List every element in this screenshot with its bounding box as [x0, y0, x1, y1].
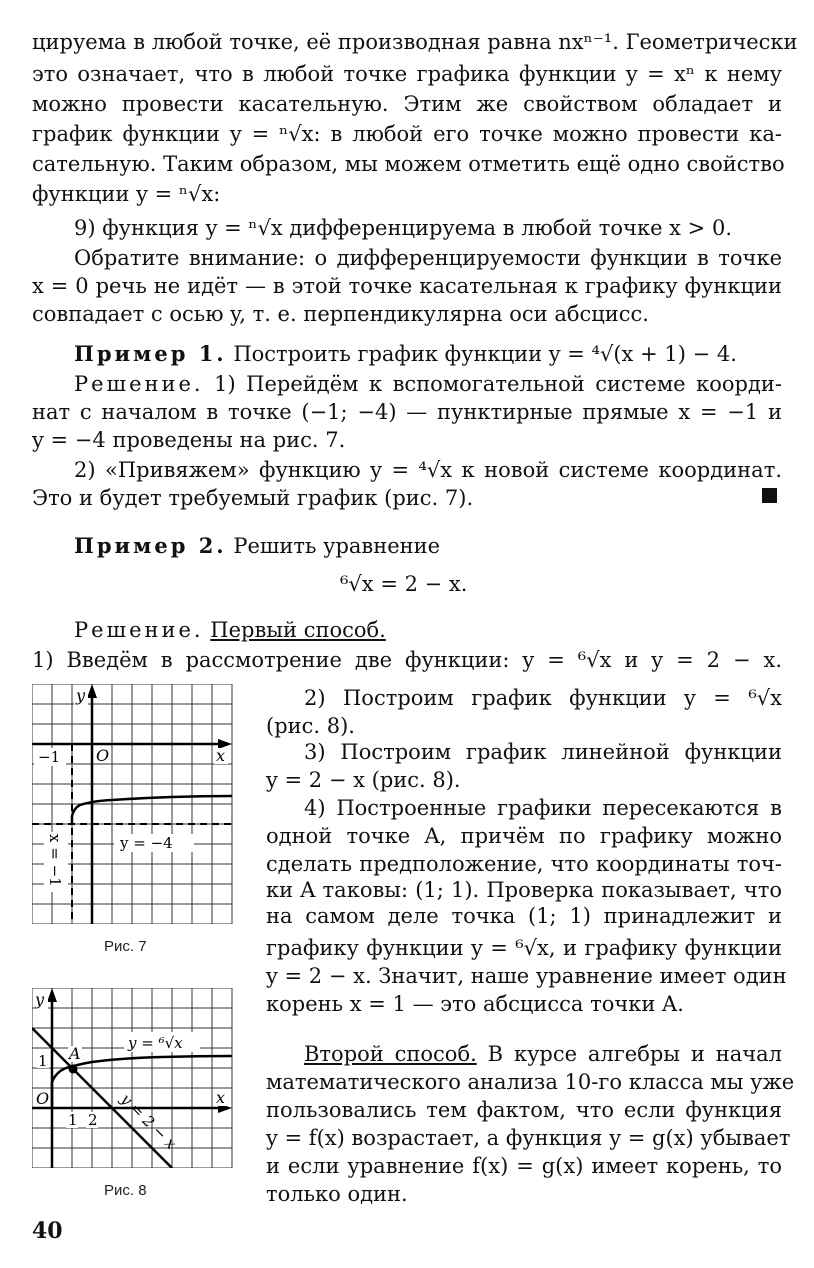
method-title: Второй способ. — [304, 1042, 477, 1066]
y-axis-label: y — [35, 990, 45, 1009]
text-line: y = −4 проведены на рис. 7. — [32, 428, 346, 452]
text-line: пользовались тем фактом, что если функция — [266, 1098, 782, 1122]
example-text: Построить график функции y = ⁴√(x + 1) − 4. — [233, 342, 737, 366]
text-line: совпадает с осью y, т. е. перпендикулярна оси абсцисс. — [32, 302, 649, 326]
text-line: нат с началом в точке (−1; −4) — пунктирные прямые x = −1 и — [32, 400, 782, 424]
solution-1 — [74, 370, 782, 398]
method-title: Первый способ. — [210, 618, 386, 642]
text-line: математического анализа 10-го класса мы уже — [266, 1070, 795, 1094]
tick-label-y: 1 — [38, 1052, 48, 1070]
x-axis-label: x — [216, 1088, 226, 1107]
graph-root-curve — [52, 1056, 232, 1108]
property-9: 9) функция y = ⁿ√x дифференцируема в любой точке x > 0. — [74, 216, 732, 240]
text-line: цируема в любой точке, её производная равна nxⁿ⁻¹. Геометрически — [32, 30, 798, 54]
dashed-line-label: x = −1 — [46, 834, 64, 887]
y-axis-arrow — [47, 988, 57, 1002]
solution-2 — [74, 616, 782, 644]
text-line: только один. — [266, 1182, 408, 1206]
x-axis-label: x — [216, 746, 226, 765]
text-line: Это и будет требуемый график (рис. 7). — [32, 486, 474, 510]
end-of-proof-square — [762, 488, 777, 507]
example-1 — [74, 340, 782, 368]
figure-caption: Рис. 8 — [104, 1182, 147, 1199]
text-line: 4) Построенные графики пересекаются в — [304, 796, 782, 820]
text-line — [304, 1040, 782, 1068]
page-number: 40 — [32, 1218, 63, 1244]
text-line: y = 2 − x (рис. 8). — [266, 768, 461, 792]
figure-caption: Рис. 7 — [104, 938, 147, 955]
example-2 — [74, 532, 782, 560]
origin-label: O — [96, 746, 110, 765]
text-line: 2) «Привяжем» функцию y = ⁴√x к новой системе координат. — [74, 458, 782, 482]
text-line: 3) Построим график линейной функции — [304, 740, 782, 764]
text-line: 2) Построим график функции y = ⁶√x — [304, 686, 782, 710]
example-label: Пример 2. — [74, 533, 227, 558]
text-line: корень x = 1 — это абсцисса точки A. — [266, 992, 684, 1016]
text-line: это означает, что в любой точке графика функции y = xⁿ к нему — [32, 62, 782, 86]
intersection-point — [69, 1065, 78, 1074]
figure-7 — [32, 684, 234, 924]
tick-label-x: 1 — [68, 1111, 78, 1129]
text-line: можно провести касательную. Этим же свойством обладает и — [32, 92, 782, 116]
solution-text: 1) Перейдём к вспомогательной системе коорди- — [214, 372, 782, 396]
text-line: ки A таковы: (1; 1). Проверка показывает, что — [266, 878, 782, 902]
graph-label: y = 2 − x — [117, 1090, 180, 1153]
tick-label-x: 2 — [88, 1111, 98, 1129]
text-line: 1) Введём в рассмотрение две функции: y = ⁶√x и y = 2 − x. — [32, 648, 782, 672]
y-axis-label: y — [76, 686, 86, 705]
text-line: x = 0 речь не идёт — в этой точке касательная к графику функции — [32, 274, 782, 298]
equation: ⁶√x = 2 − x. — [340, 572, 468, 596]
text-line: графику функции y = ⁶√x, и графику функции — [266, 936, 782, 960]
text-line: y = 2 − x. Значит, наше уравнение имеет один — [266, 964, 787, 988]
origin-label: O — [36, 1089, 50, 1108]
text-line: и если уравнение f(x) = g(x) имеет корень, то — [266, 1154, 782, 1178]
solution-label: Решение. — [74, 372, 204, 396]
solution-label: Решение. — [74, 618, 204, 642]
text-line: y = f(x) возрастает, а функция y = g(x) убывает — [266, 1126, 791, 1150]
text-fragment: В курсе алгебры и начал — [487, 1042, 782, 1066]
text-line: (рис. 8). — [266, 714, 355, 738]
text-line: график функции y = ⁿ√x: в любой его точке можно провести ка- — [32, 122, 782, 146]
grid — [32, 988, 232, 1168]
text-line: сделать предположение, что координаты точ- — [266, 852, 782, 876]
text-line: функции y = ⁿ√x: — [32, 182, 221, 206]
text-line: сательную. Таким образом, мы можем отметить ещё одно свойство — [32, 152, 785, 176]
figure-8 — [32, 988, 234, 1168]
text-line: одной точке A, причём по графику можно — [266, 824, 782, 848]
text-line: на самом деле точка (1; 1) принадлежит и — [266, 904, 782, 928]
point-label: A — [69, 1044, 81, 1063]
graph-label: y = ⁶√x — [128, 1034, 183, 1052]
tick-label-x: −1 — [38, 748, 61, 766]
y-axis-arrow — [87, 684, 97, 698]
example-text: Решить уравнение — [233, 534, 441, 558]
example-label: Пример 1. — [74, 341, 227, 366]
dashed-line-label: y = −4 — [120, 834, 173, 852]
text-line: Обратите внимание: о дифференцируемости функции в точке — [74, 246, 782, 270]
